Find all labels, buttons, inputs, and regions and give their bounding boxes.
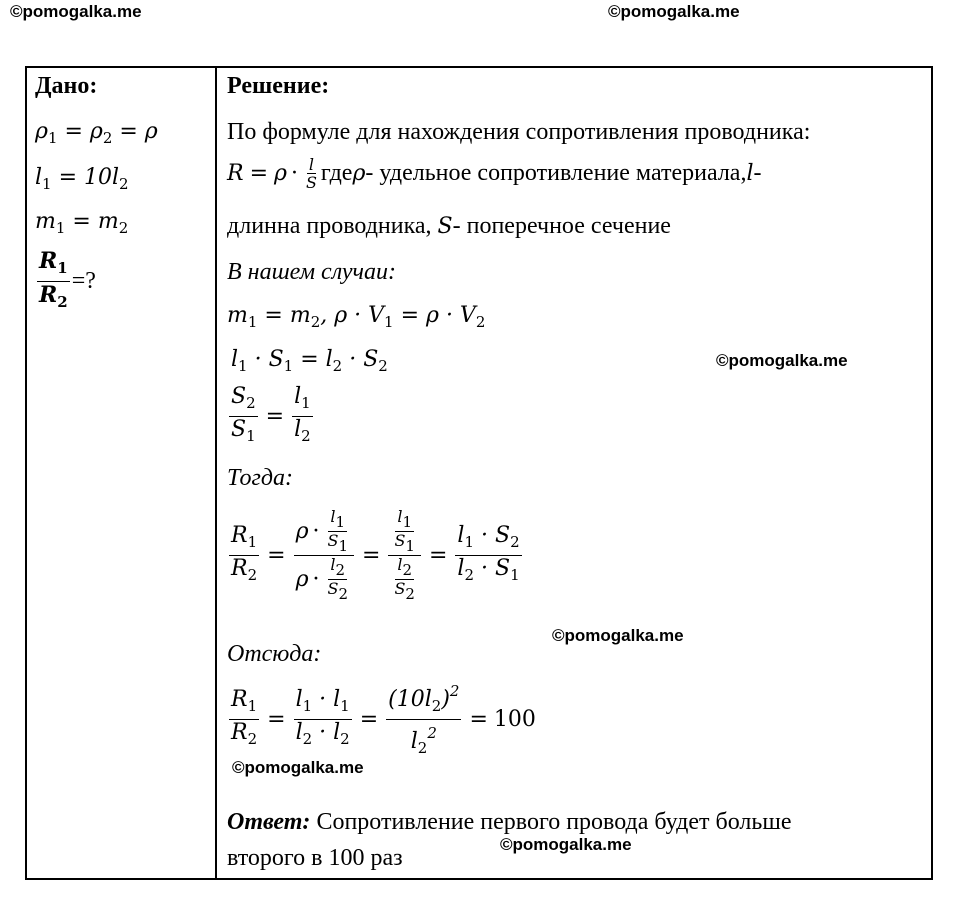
watermark: ©pomogalka.me	[608, 2, 740, 21]
given-question	[35, 248, 96, 315]
hence-label: Отсюда:	[227, 641, 322, 667]
watermark: ©pomogalka.me	[10, 2, 142, 21]
watermark: ©pomogalka.me	[232, 758, 364, 777]
then-label: Тогда:	[227, 465, 293, 491]
answer-line-2: второго в 100 раз	[227, 845, 403, 871]
length-area-equation: $l_1 \cdot S_1 = l_2 \cdot S_2$	[231, 347, 388, 375]
result-value: 100	[493, 707, 536, 732]
area-ratio-equation: $\frac{S_2}{S_1}$ = $\frac{l_1}{l_2}$	[231, 384, 311, 445]
case-label: В нашем случаи:	[227, 259, 396, 285]
watermark: ©pomogalka.me	[716, 351, 848, 370]
watermark: ©pomogalka.me	[500, 835, 632, 854]
solution-table	[25, 66, 933, 880]
given-density: $\rho_1 = \rho_2 = \rho$	[35, 119, 158, 147]
solution-intro: По формуле для нахождения сопротивления проводника:	[227, 119, 811, 145]
column-divider	[215, 68, 217, 878]
given-heading: Дано:	[35, 73, 98, 99]
solution-heading: Решение:	[227, 73, 330, 99]
given-mass: $m_1 = m_2$	[35, 209, 129, 237]
watermark: ©pomogalka.me	[552, 626, 684, 645]
mass-volume-equation: $m_1 = m_2$, $\rho \cdot V_1 = \rho \cdot V_2$	[227, 303, 486, 331]
formula-explanation: длинна проводника, S- поперечное сечение	[227, 213, 671, 239]
final-calculation: $\frac{R_1}{R_2}$ = $\frac{l_1 \cdot l_1}{l_2 \cdot l_2}$ = $\frac{(10l_2)^2}{l_2^2}$ = 100	[227, 678, 536, 761]
resistance-ratio-derivation: $\frac{R_1}{R_2}$ = ρ · $\frac{l_1}{S_1}$ ρ · $\frac{l_2}{S_2}$ = $\frac{\frac{l_1}{S_1}}{\frac{l_2}{S_2}}$ = $\frac{l_1 \cdot S_2}{l_2 \cdot S_1}$	[231, 507, 520, 603]
resistance-formula: R = ρ · $\frac{l}{S}$ где ρ - удельное сопротивление материала, l -	[227, 155, 762, 192]
question-suffix: =?	[71, 268, 96, 294]
answer-label: Ответ:	[227, 809, 311, 835]
answer-line-1: Ответ: Сопротивление первого провода будет больше	[227, 809, 792, 835]
ratio-fraction: $\frac{R_1}{R_2}$	[39, 248, 68, 311]
given-length: $l_1 = 10l_2$	[35, 165, 129, 193]
